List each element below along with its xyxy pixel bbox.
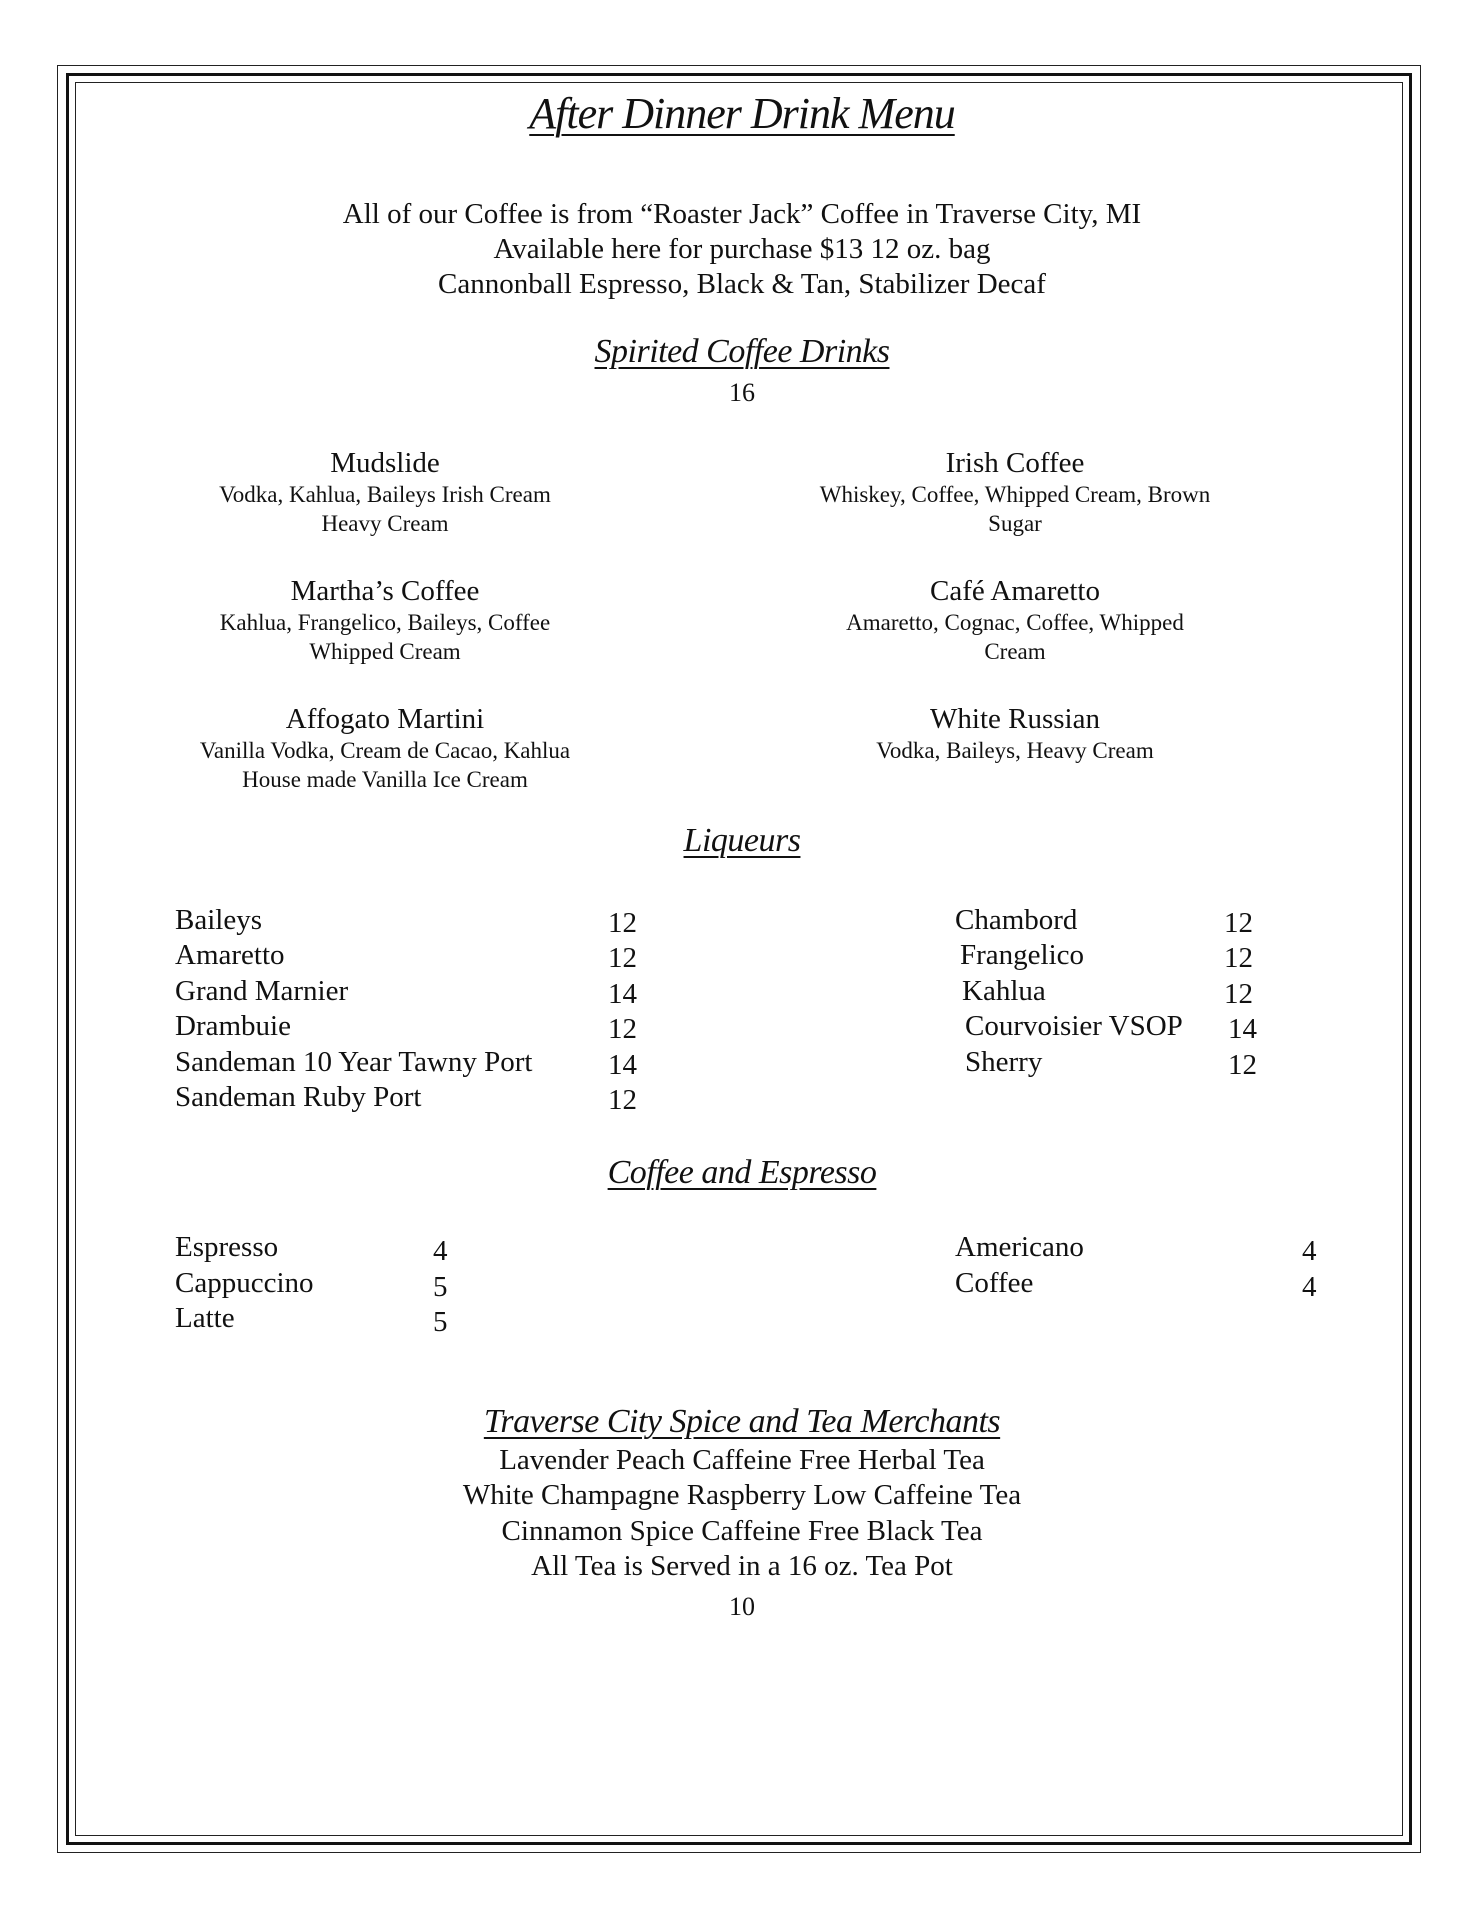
liqueur-price: 12: [1228, 1049, 1257, 1081]
liqueur-name: Chambord: [955, 904, 1078, 936]
coffee-name: Espresso: [175, 1231, 279, 1263]
drink-ingredients: Amaretto, Cognac, Coffee, Whipped: [846, 610, 1184, 635]
tea-item: White Champagne Raspberry Low Caffeine Tea: [462, 1479, 1022, 1511]
liqueur-name: Baileys: [175, 904, 262, 936]
liqueur-name: Sherry: [965, 1046, 1043, 1078]
spirited-price: 16: [729, 378, 755, 407]
liqueur-price: 12: [1224, 942, 1253, 974]
intro-line: Cannonball Espresso, Black & Tan, Stabilizer Decaf: [438, 268, 1046, 300]
liqueur-price: 14: [1228, 1013, 1257, 1045]
menu-title: After Dinner Drink Menu: [529, 89, 955, 138]
coffee-price: 5: [433, 1271, 448, 1303]
liqueur-price: 12: [1224, 907, 1253, 939]
tea-note: All Tea is Served in a 16 oz. Tea Pot: [531, 1550, 953, 1582]
drink-ingredients: Vodka, Kahlua, Baileys Irish Cream: [219, 482, 551, 507]
drink-name: Affogato Martini: [285, 703, 485, 735]
coffee-price: 4: [1302, 1235, 1317, 1267]
intro-line: All of our Coffee is from “Roaster Jack” Coffee in Traverse City, MI: [342, 198, 1142, 230]
tea-price: 10: [729, 1592, 755, 1621]
coffee-price: 5: [433, 1306, 448, 1338]
section-heading-coffee: Coffee and Espresso: [607, 1154, 877, 1191]
coffee-name: Americano: [955, 1231, 1084, 1263]
liqueur-name: Frangelico: [960, 939, 1085, 971]
tea-item: Cinnamon Spice Caffeine Free Black Tea: [501, 1515, 983, 1547]
drink-name: Irish Coffee: [945, 447, 1085, 479]
section-heading-liqueurs: Liqueurs: [683, 822, 801, 859]
liqueur-name: Drambuie: [175, 1010, 291, 1042]
liqueur-price: 12: [608, 1084, 637, 1116]
drink-ingredients: Whiskey, Coffee, Whipped Cream, Brown: [819, 482, 1211, 507]
drink-ingredients: Sugar: [988, 511, 1042, 536]
drink-name: Café Amaretto: [930, 575, 1100, 607]
drink-ingredients: House made Vanilla Ice Cream: [242, 767, 528, 792]
drink-item: [140, 574, 630, 666]
drink-ingredients: Vodka, Baileys, Heavy Cream: [876, 738, 1154, 763]
drink-ingredients: Whipped Cream: [309, 639, 461, 664]
liqueur-name: Grand Marnier: [175, 975, 349, 1007]
liqueur-price: 14: [608, 1049, 637, 1081]
drink-ingredients: Vanilla Vodka, Cream de Cacao, Kahlua: [199, 738, 571, 763]
coffee-name: Cappuccino: [175, 1267, 314, 1299]
liqueur-price: 12: [608, 942, 637, 974]
drink-name: White Russian: [930, 703, 1100, 735]
drink-ingredients: Heavy Cream: [321, 511, 449, 536]
drink-item: [140, 702, 630, 794]
liqueur-name: Sandeman 10 Year Tawny Port: [175, 1046, 533, 1078]
drink-item: [140, 446, 630, 538]
drink-item: [780, 702, 1250, 765]
coffee-name: Latte: [175, 1302, 235, 1334]
coffee-price: 4: [1302, 1271, 1317, 1303]
coffee-price: 4: [433, 1235, 448, 1267]
liqueur-price: 14: [608, 978, 637, 1010]
drink-name: Mudslide: [330, 447, 440, 479]
coffee-name: Coffee: [955, 1267, 1034, 1299]
liqueur-name: Kahlua: [962, 975, 1046, 1007]
drink-item: [780, 574, 1250, 666]
liqueur-price: 12: [608, 1013, 637, 1045]
drink-ingredients: Kahlua, Frangelico, Baileys, Coffee: [219, 610, 551, 635]
liqueur-name: Courvoisier VSOP: [965, 1010, 1183, 1042]
intro-line: Available here for purchase $13 12 oz. bag: [493, 233, 991, 265]
drink-ingredients: Cream: [984, 639, 1046, 664]
section-heading-spirited: Spirited Coffee Drinks: [594, 333, 890, 370]
tea-item: Lavender Peach Caffeine Free Herbal Tea: [499, 1444, 985, 1476]
drink-name: Martha’s Coffee: [290, 575, 480, 607]
section-heading-tea: Traverse City Spice and Tea Merchants: [483, 1403, 1001, 1440]
liqueur-name: Sandeman Ruby Port: [175, 1081, 422, 1113]
drink-item: [780, 446, 1250, 538]
liqueur-price: 12: [1224, 978, 1253, 1010]
liqueur-name: Amaretto: [175, 939, 285, 971]
liqueur-price: 12: [608, 907, 637, 939]
